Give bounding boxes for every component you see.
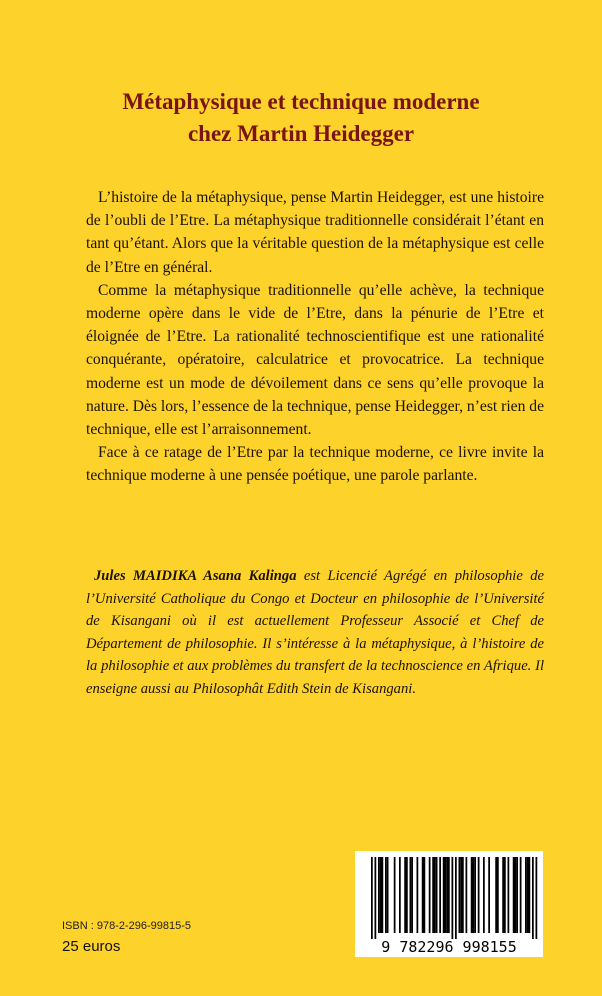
- barcode-bar: [515, 857, 517, 933]
- barcode-bar: [508, 857, 510, 933]
- barcode-bar: [520, 857, 522, 933]
- barcode-image: [355, 851, 543, 957]
- barcode-bar: [448, 857, 450, 933]
- book-title: [0, 86, 602, 150]
- barcode-bar: [385, 857, 387, 933]
- barcode-bar: [394, 857, 396, 933]
- price-label: 25 euros: [62, 938, 121, 955]
- barcode-bar: [473, 857, 475, 933]
- synopsis-paragraph-1: L’histoire de la métaphysique, pense Martin Heidegger, est une histoire de l’oubli de l’Etre. La métaphysique traditionnelle considérait l’étant en tant qu’étant. Alors que la véritable question de la métaphysique est celle de l’Etre en général.: [86, 189, 544, 276]
- synopsis-paragraph-3: Face à ce ratage de l’Etre par la technique moderne, ce livre invite la technique moderne à une pensée poétique, une parole parlante.: [86, 444, 544, 485]
- barcode-bar: [446, 857, 448, 933]
- barcode-bar: [436, 857, 438, 933]
- barcode-bar: [536, 857, 538, 939]
- barcode-bar: [504, 857, 506, 933]
- barcode-bar: [443, 857, 445, 933]
- barcode-bar: [406, 857, 408, 933]
- synopsis-paragraph-2: Comme la métaphysique traditionnelle qu’elle achève, la technique moderne opère dans le vide de l’Etre, dans la pénurie de l’Etre et éloignée de l’Etre. La rationalité technoscientifique est une rationalité conquérante, opératoire, calculatrice et provocatrice. La technique moderne est un mode de dévoilement dans ce sens qu’elle provoque la nature. Dès lors, l’essence de la technique, pense Heidegger, n’est rien de technique, elle est l’arraisonnement.: [86, 281, 544, 439]
- isbn-label: ISBN : 978-2-296-99815-5: [62, 920, 192, 932]
- barcode-bar: [527, 857, 529, 933]
- barcode-bar: [483, 857, 485, 933]
- barcode-bar: [525, 857, 527, 933]
- barcode-bar: [439, 857, 441, 933]
- barcode-bar: [424, 857, 426, 933]
- barcode-digits: 9 782296 998155: [381, 938, 517, 956]
- barcode-bar: [380, 857, 382, 933]
- barcode-bar: [404, 857, 406, 933]
- barcode-bar: [466, 857, 468, 933]
- barcode-bar: [460, 857, 462, 933]
- barcode-bar: [429, 857, 431, 933]
- barcode-bar: [471, 857, 473, 933]
- barcode-bar: [417, 857, 419, 933]
- synopsis: [86, 186, 544, 488]
- title-line-1: Métaphysique et technique moderne: [122, 89, 480, 114]
- barcode: [355, 851, 543, 957]
- barcode-bar: [422, 857, 424, 933]
- barcode-bar: [432, 857, 434, 933]
- barcode-bar: [411, 857, 413, 933]
- barcode-bar: [387, 857, 389, 933]
- barcode-bar: [529, 857, 531, 933]
- title-line-2: chez Martin Heidegger: [187, 121, 415, 146]
- barcode-bar: [495, 857, 497, 933]
- barcode-bar: [502, 857, 504, 933]
- barcode-bar: [532, 857, 534, 939]
- author-name: Jules MAIDIKA Asana Kalinga: [94, 568, 297, 584]
- author-bio-text: est Licencié Agrégé en philosophie de l’Université Catholique du Congo et Docteur en philosophie de l’Université de Kisangani où il est actuellement Professeur Associé et Chef de Département de philosophie. Il s’intéresse à la métaphysique, à l’histoire de la philosophie et aux problèmes du transfert de la technoscience en Afrique. Il enseigne aussi au Philosophât Edith Stein de Kisangani.: [86, 568, 544, 697]
- barcode-bar: [382, 857, 384, 933]
- barcode-bar: [488, 857, 490, 933]
- barcode-bar: [474, 857, 476, 933]
- barcode-bar: [452, 857, 454, 939]
- barcode-bar: [371, 857, 373, 939]
- barcode-bar: [445, 857, 447, 933]
- barcode-bar: [459, 857, 461, 933]
- barcode-bar: [513, 857, 515, 933]
- barcode-bar: [410, 857, 412, 933]
- barcode-bar: [455, 857, 457, 939]
- author-bio: [86, 565, 544, 701]
- barcode-bar: [516, 857, 518, 933]
- barcode-bar: [462, 857, 464, 933]
- barcode-bar: [497, 857, 499, 933]
- barcode-bar: [378, 857, 380, 933]
- barcode-bar: [434, 857, 436, 933]
- barcode-bar: [478, 857, 480, 933]
- barcode-bar: [375, 857, 377, 939]
- barcode-bar: [399, 857, 401, 933]
